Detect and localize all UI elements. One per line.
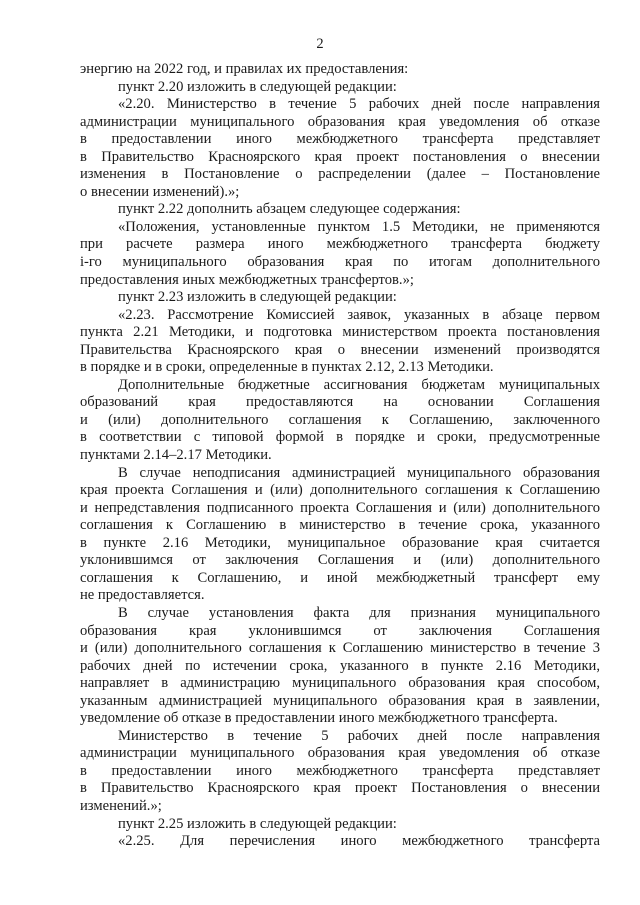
text-line: В случае установления факта для признания муниципального — [118, 604, 600, 621]
text-line: о внесении изменений).»; — [80, 183, 240, 200]
text-line: пунктами 2.14–2.17 Методики. — [80, 447, 272, 464]
text-line: Дополнительные бюджетные ассигнования бюджетам муниципальных — [118, 376, 600, 393]
text-line: в предоставлении иного межбюджетного трансферта представляет — [80, 762, 600, 779]
text-line: предоставления иных межбюджетных трансфертов.»; — [80, 271, 414, 288]
text-line: пункт 2.25 изложить в следующей редакции: — [118, 815, 397, 832]
text-line: указанным администрацией муниципального образования края в заявлении, — [80, 692, 600, 709]
text-line: в предоставлении иного межбюджетного трансферта представляет — [80, 131, 600, 148]
text-line: образований края предоставляются на основании Соглашения — [80, 394, 600, 411]
text-line: не предоставляется. — [80, 587, 205, 604]
text-line: Министерство в течение 5 рабочих дней после направления — [118, 727, 600, 744]
text-line: в соответствии с типовой формой в порядке и сроки, предусмотренные — [80, 429, 600, 446]
text-line: пункт 2.22 дополнить абзацем следующее содержания: — [118, 201, 461, 218]
text-line: образования края уклонившимся от заключения Соглашения — [80, 622, 600, 639]
document-body — [80, 61, 600, 851]
text-line: в порядке и в сроки, определенные в пунктах 2.12, 2.13 Методики. — [80, 359, 494, 376]
page-number: 2 — [316, 36, 324, 52]
text-line: соглашения к Соглашению в министерство в течение срока, указанного — [80, 517, 600, 534]
text-line: и (или) дополнительного соглашения к Соглашению министерство в течение 3 — [80, 640, 600, 657]
text-line: энергию на 2022 год, и правилах их предоставления: — [80, 61, 409, 77]
text-line: администрации муниципального образования края уведомления об отказе — [80, 745, 600, 762]
text-line: соглашения к Соглашению, и иной межбюджетный трансферт ему — [80, 569, 600, 586]
text-line: рабочих дней по истечении срока, указанного в пункте 2.16 Методики, — [80, 657, 600, 674]
text-line: края проекта Соглашения и (или) дополнительного соглашения к Соглашению — [80, 482, 600, 499]
text-line: и непредставления подписанного проекта Соглашения и (или) дополнительного — [80, 499, 600, 516]
text-line: в Правительство Красноярского края проект Постановления о внесении — [80, 780, 600, 797]
text-line: изменения в Постановление о распределении (далее – Постановление — [80, 166, 600, 183]
text-line: «2.25. Для перечисления иного межбюджетного трансферта — [118, 833, 600, 850]
text-line: Правительства Красноярского края о внесении изменений производятся — [80, 341, 600, 358]
text-line: i-го муниципального образования края по итогам дополнительного — [80, 254, 600, 271]
text-line: «2.23. Рассмотрение Комиссией заявок, указанных в абзаце первом — [118, 306, 600, 323]
text-line: пункта 2.21 Методики, и подготовка министерством проекта постановления — [80, 324, 600, 341]
text-line: в пункте 2.16 Методики, муниципальное образование края считается — [80, 534, 600, 551]
text-line: уклонившимся от заключения Соглашения и (или) дополнительного — [80, 552, 600, 569]
text-line: «Положения, установленные пунктом 1.5 Методики, не применяются — [118, 218, 600, 235]
text-line: В случае неподписания администрацией муниципального образования — [118, 464, 600, 481]
text-line: администрации муниципального образования края уведомления об отказе — [80, 113, 600, 130]
text-line: при расчете размера иного межбюджетного трансферта бюджету — [80, 236, 600, 253]
text-line: направляет в администрацию муниципального образования края способом, — [80, 675, 600, 692]
text-line: в Правительство Красноярского края проект постановления о внесении — [80, 148, 600, 165]
text-line: и (или) дополнительного соглашения к Соглашению, заключенного — [80, 411, 600, 428]
text-line: «2.20. Министерство в течение 5 рабочих дней после направления — [118, 96, 600, 113]
text-line: изменений.»; — [80, 797, 162, 814]
text-line: пункт 2.20 изложить в следующей редакции: — [118, 78, 397, 95]
text-line: уведомление об отказе в предоставлении иного межбюджетного трансферта. — [80, 710, 558, 727]
text-line: пункт 2.23 изложить в следующей редакции: — [118, 289, 397, 306]
